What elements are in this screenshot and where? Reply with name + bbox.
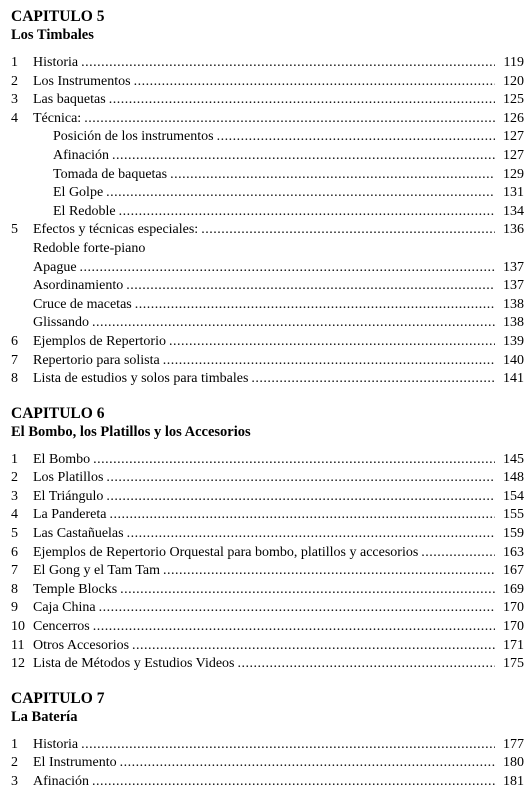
chapter-subtitle: La Batería (11, 708, 78, 725)
toc-entry (11, 544, 524, 563)
entry-page-number: 125 (503, 92, 524, 108)
toc-entry (11, 488, 524, 507)
entry-number: 1 (11, 736, 18, 752)
dot-leader (109, 91, 495, 110)
entry-title: Lista de estudios y solos para timbales (33, 371, 249, 387)
entry-page-number: 175 (503, 656, 524, 672)
entry-page-number: 148 (503, 470, 524, 486)
toc-entry (11, 773, 524, 792)
dot-leader (135, 296, 495, 315)
entry-number: 11 (11, 637, 25, 653)
dot-leader (119, 203, 495, 222)
toc-entry (11, 240, 524, 259)
entry-page-number: 181 (503, 774, 524, 789)
chapter-heading: CAPITULO 5 (11, 8, 105, 25)
entry-page-number: 138 (503, 315, 524, 331)
dot-leader (126, 277, 495, 296)
entry-number: 2 (11, 755, 18, 771)
dot-leader (120, 754, 495, 773)
toc-entry (11, 203, 524, 222)
toc-entry (11, 451, 524, 470)
entry-page-number: 159 (503, 526, 524, 542)
toc-entry (11, 259, 524, 278)
toc-entry (11, 91, 524, 110)
entry-page-number: 134 (503, 203, 524, 219)
dot-leader (106, 469, 495, 488)
toc-entry (11, 221, 524, 240)
entry-number: 8 (11, 581, 18, 597)
toc-entry (11, 618, 524, 637)
entry-number: 12 (11, 656, 25, 672)
dot-leader (93, 618, 495, 637)
toc-entry (11, 166, 524, 185)
dot-leader (93, 451, 495, 470)
entry-number: 9 (11, 600, 18, 616)
entry-page-number: 163 (503, 544, 524, 560)
entry-title: Otros Accesorios (33, 637, 130, 653)
dot-leader (163, 562, 495, 581)
toc-entry (11, 655, 524, 674)
entry-title: Cencerros (33, 619, 90, 635)
entry-title: Glissando (33, 315, 89, 331)
entry-number: 4 (11, 507, 18, 523)
entry-title: Posición de los instrumentos (53, 129, 214, 145)
entry-number: 6 (11, 544, 18, 560)
chapter-subtitle: El Bombo, los Platillos y los Accesorios (11, 423, 251, 440)
entry-title: Las baquetas (33, 92, 106, 108)
entry-title: Los Instrumentos (33, 73, 131, 89)
entry-page-number: 169 (503, 581, 524, 597)
entry-page-number: 154 (503, 488, 524, 504)
dot-leader (106, 184, 495, 203)
dot-leader (421, 544, 495, 563)
entry-number: 5 (11, 222, 18, 238)
entry-page-number: 141 (503, 371, 524, 387)
toc-entry (11, 128, 524, 147)
toc-entry (11, 110, 524, 129)
toc-entry (11, 314, 524, 333)
entry-title: Caja China (33, 600, 96, 616)
dot-leader (170, 166, 495, 185)
entry-number: 3 (11, 488, 18, 504)
dot-leader (99, 599, 495, 618)
entry-page-number: 129 (503, 166, 524, 182)
toc-entry (11, 333, 524, 352)
entry-number: 8 (11, 371, 18, 387)
entry-page-number: 120 (503, 73, 524, 89)
entry-page-number: 167 (503, 563, 524, 579)
toc-entry (11, 184, 524, 203)
dot-leader (163, 352, 495, 371)
entry-page-number: 177 (503, 736, 524, 752)
toc-entry (11, 352, 524, 371)
entry-title: Técnica: (33, 110, 82, 126)
entry-title: Cruce de macetas (33, 296, 132, 312)
entry-page-number: 139 (503, 333, 524, 349)
section-gap (11, 389, 524, 405)
entry-title: Tomada de baquetas (53, 166, 168, 182)
entry-title: Lista de Métodos y Estudios Videos (33, 656, 235, 672)
chapter-section (11, 690, 524, 792)
entry-title: Historia (33, 55, 79, 70)
entry-page-number: 127 (503, 147, 524, 163)
entry-page-number: 170 (503, 619, 524, 635)
dot-leader (92, 773, 495, 792)
entry-number: 1 (11, 451, 18, 467)
dot-leader (80, 259, 495, 278)
dot-leader (251, 370, 495, 389)
dot-leader (132, 637, 495, 656)
entry-page-number: 136 (503, 222, 524, 238)
dot-leader (201, 221, 495, 240)
toc-entry (11, 525, 524, 544)
entry-title: Redoble forte-piano (33, 240, 146, 256)
entry-title: El Golpe (53, 185, 104, 201)
toc-entry (11, 370, 524, 389)
toc-entry (11, 54, 524, 73)
entry-title: Los Platillos (33, 470, 104, 486)
entry-page-number: 180 (503, 755, 524, 771)
entry-title: Historia (33, 736, 79, 752)
entry-page-number: 140 (503, 352, 524, 368)
entry-title: El Triángulo (33, 488, 104, 504)
dot-leader (109, 506, 495, 525)
toc-entry (11, 506, 524, 525)
toc-entry (11, 277, 524, 296)
entry-number: 7 (11, 563, 18, 579)
entry-title: Repertorio para solista (33, 352, 160, 368)
entry-page-number: 138 (503, 296, 524, 312)
dot-leader (169, 333, 495, 352)
chapter-section (11, 8, 524, 405)
entry-title: Afinación (53, 147, 109, 163)
entry-title: El Redoble (53, 203, 116, 219)
dot-leader (106, 488, 495, 507)
entry-title: La Pandereta (33, 507, 107, 523)
entry-number: 3 (11, 92, 18, 108)
toc-entry (11, 754, 524, 773)
dot-leader (238, 655, 495, 674)
chapter-heading: CAPITULO 7 (11, 689, 105, 707)
entry-title: Ejemplos de Repertorio (33, 333, 166, 349)
entry-page-number: 137 (503, 278, 524, 294)
entry-number: 1 (11, 55, 18, 70)
entry-page-number: 131 (503, 185, 524, 201)
entry-title: Asordinamiento (33, 278, 124, 294)
dot-leader (84, 110, 495, 129)
entry-page-number: 145 (503, 451, 524, 467)
dot-leader (81, 736, 495, 755)
entry-page-number: 170 (503, 600, 524, 616)
chapter-heading: CAPITULO 6 (11, 404, 105, 422)
entry-title: Apague (33, 259, 77, 275)
entry-title: Las Castañuelas (33, 526, 124, 542)
dot-leader (127, 525, 495, 544)
entry-title: El Bombo (33, 451, 91, 467)
dot-leader (81, 54, 495, 73)
entry-title: El Instrumento (33, 755, 117, 771)
entry-title: Temple Blocks (33, 581, 118, 597)
entry-page-number: 155 (503, 507, 524, 523)
dot-leader (120, 581, 495, 600)
dot-leader (92, 314, 495, 333)
toc-entry (11, 296, 524, 315)
toc-entry (11, 736, 524, 755)
entry-number: 3 (11, 774, 18, 789)
chapter-subtitle: Los Timbales (11, 27, 94, 43)
dot-leader (134, 73, 495, 92)
toc-entry (11, 469, 524, 488)
toc-entry (11, 599, 524, 618)
entry-number: 6 (11, 333, 18, 349)
entry-page-number: 171 (503, 637, 524, 653)
entry-number: 7 (11, 352, 18, 368)
entry-title: Ejemplos de Repertorio Orquestal para bombo, platillos y accesorios (33, 544, 419, 560)
entry-number: 10 (11, 619, 25, 635)
entry-page-number: 119 (503, 55, 524, 70)
chapter-section (11, 405, 524, 690)
entry-number: 5 (11, 526, 18, 542)
entry-title: Afinación (33, 774, 89, 789)
dot-leader (217, 128, 495, 147)
section-gap (11, 674, 524, 690)
entry-title: El Gong y el Tam Tam (33, 563, 161, 579)
dot-leader (112, 147, 495, 166)
entry-page-number: 127 (503, 129, 524, 145)
toc-entry (11, 562, 524, 581)
toc-entry (11, 581, 524, 600)
entry-title: Efectos y técnicas especiales: (33, 222, 199, 238)
entry-number: 4 (11, 110, 18, 126)
entry-page-number: 137 (503, 259, 524, 275)
entry-number: 2 (11, 73, 18, 89)
toc-entry (11, 637, 524, 656)
entry-number: 2 (11, 470, 18, 486)
entry-page-number: 126 (503, 110, 524, 126)
toc-entry (11, 73, 524, 92)
toc-entry (11, 147, 524, 166)
